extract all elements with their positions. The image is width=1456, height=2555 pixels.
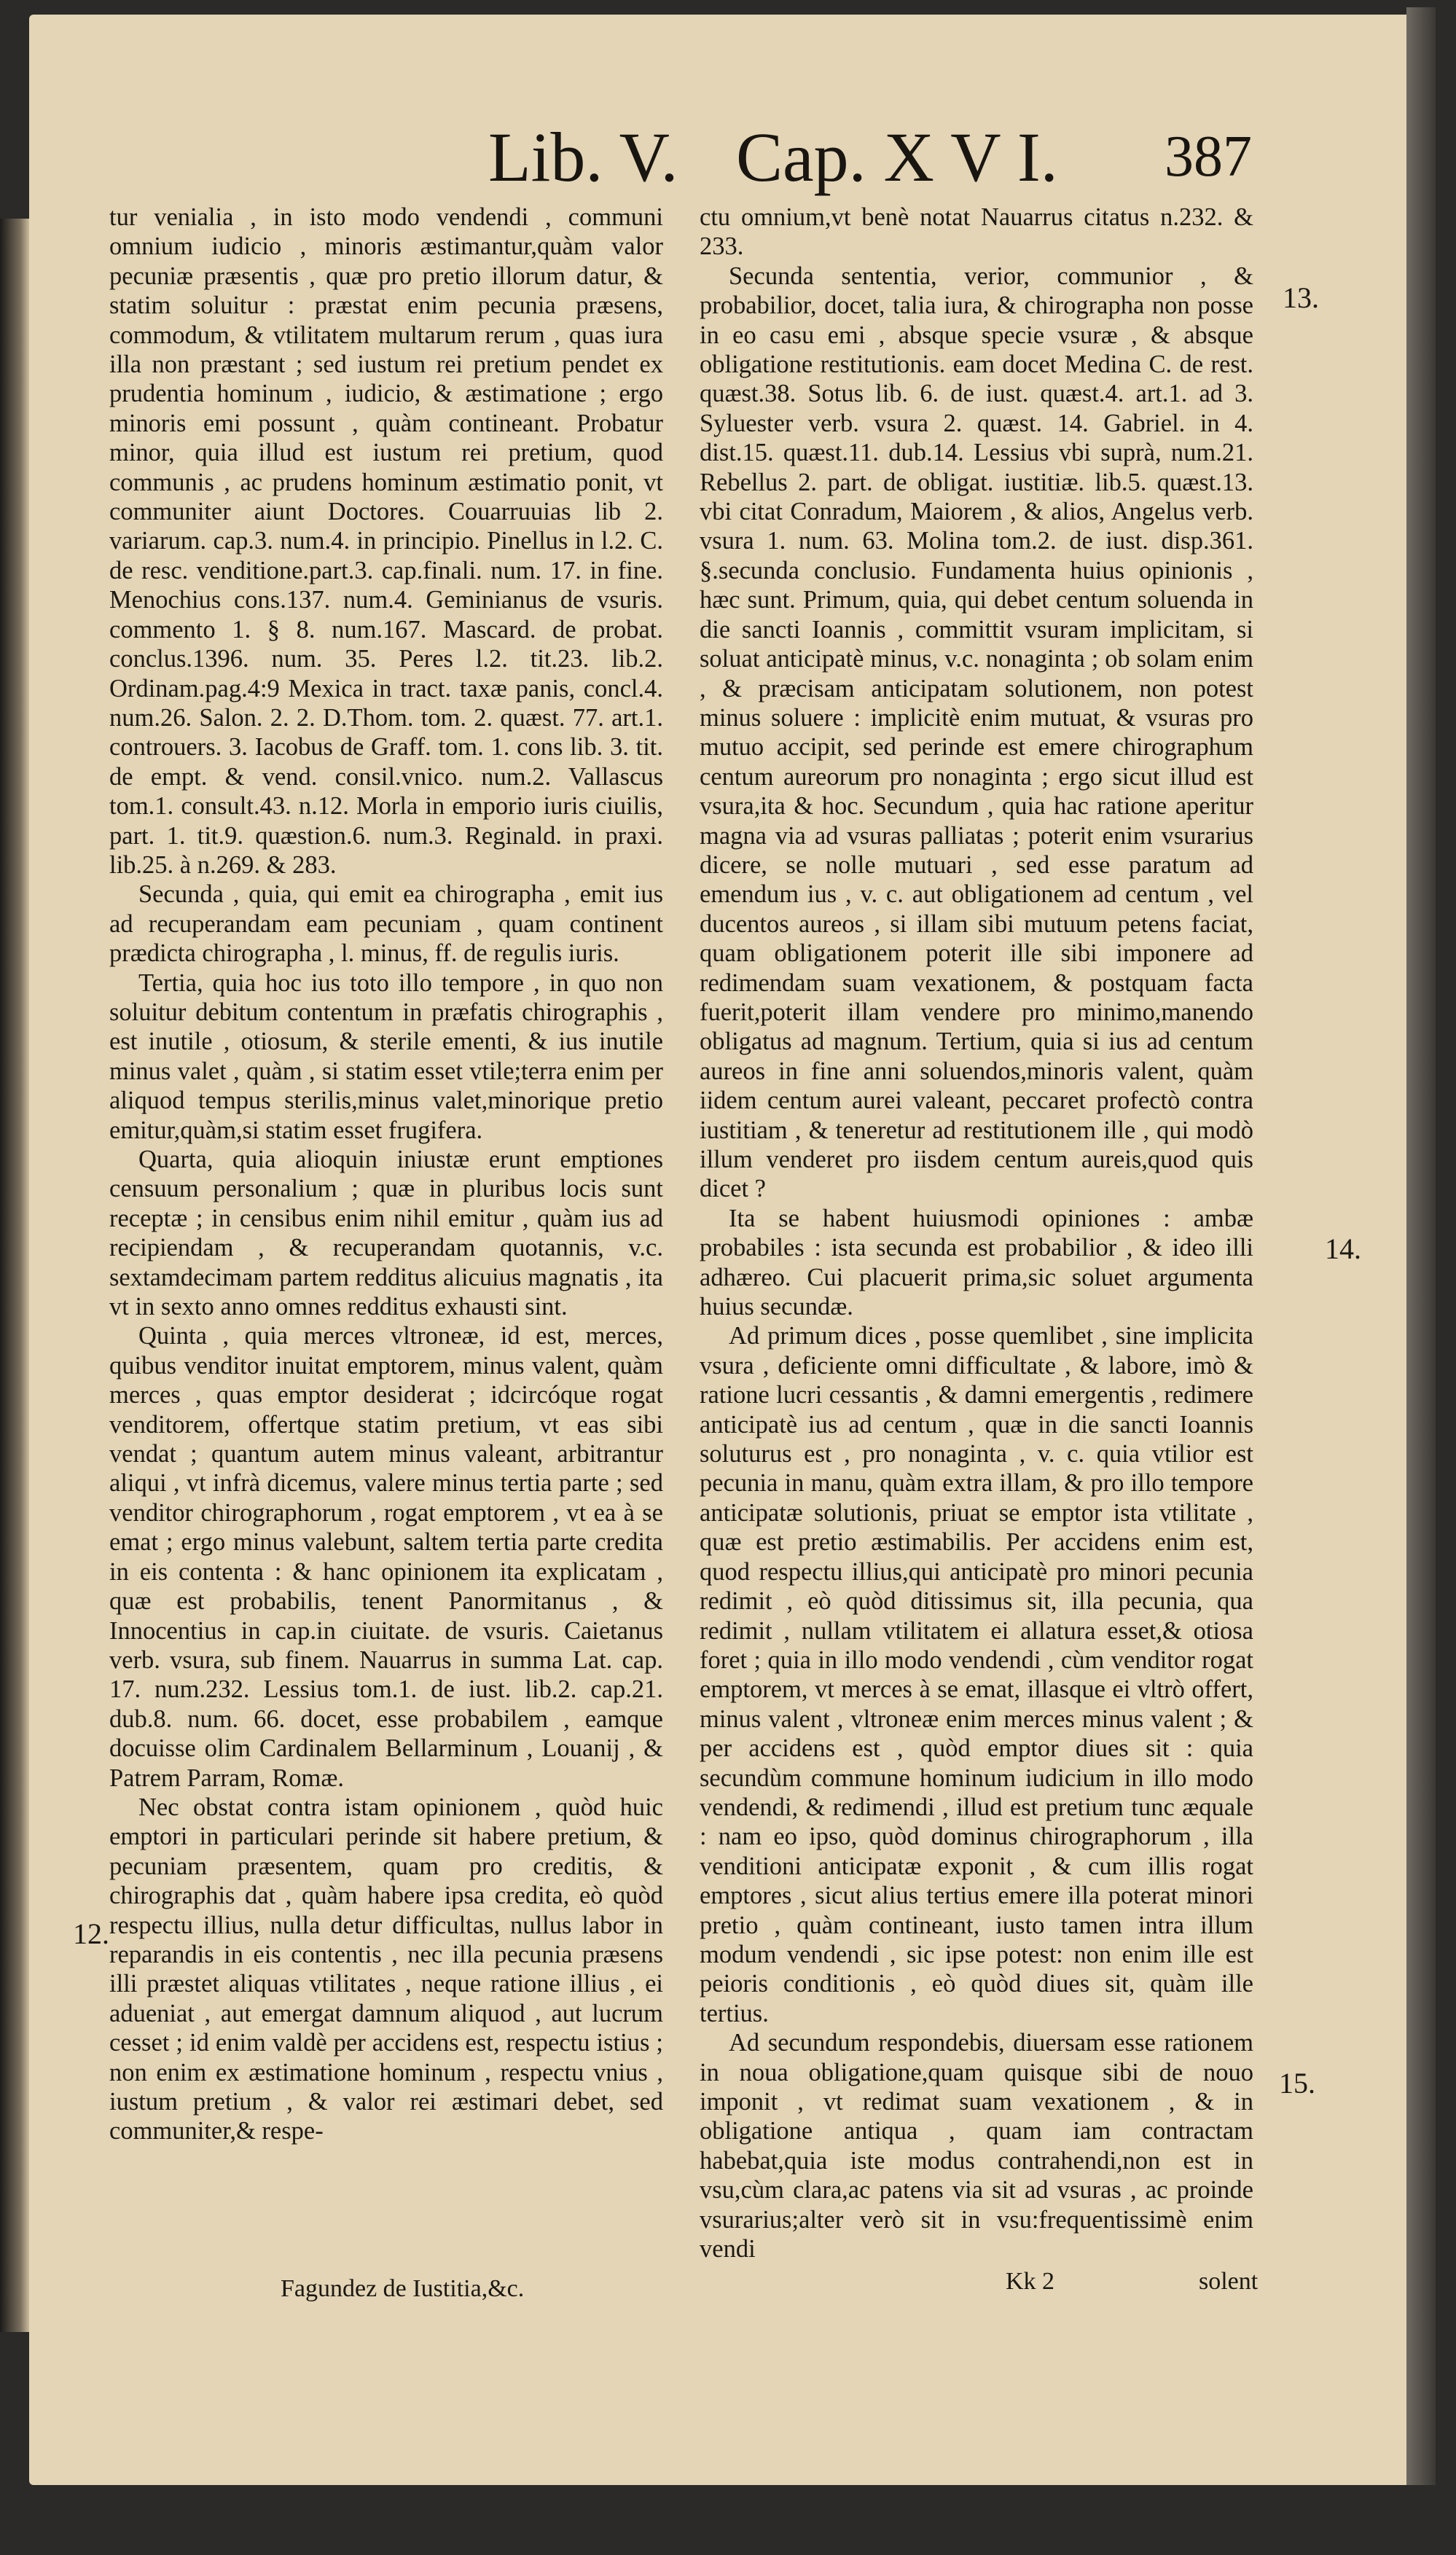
paragraph: Ita se habent huiusmodi opiniones : ambæ probabiles : ista secunda est probabilior , & ideo illi adhæreo. Cui placuerit prima,sic soluet argumenta huius secundæ. (700, 1204, 1253, 1321)
book-label: Lib. V. (488, 118, 678, 196)
running-footer-title: Fagundez de Iustitia,&c. (281, 2275, 525, 2302)
margin-number: 12. (73, 1917, 109, 1950)
paragraph: tur venialia , in isto modo vendendi , communi omnium iudicio , minoris æstimantur,quàm valor pecuniæ præsentis , quæ pro pretio illorum datur, & statim soluitur : præstat enim pecunia præsens, commodum, & vtilitatem multarum rerum , quas iura illa non præstant ; sed iustum rei pretium pendet ex prudentia hominum , iudicio, & æstimatione ; ergo minoris emi possunt , quàm contineant. Probatur minor, quia illud est iustum rei pretium, quod communis , ac prudens hominum æstimatio ponit, vt communiter aiunt Doctores. Couarruuias lib 2. variarum. cap.3. num.4. in principio. Pinellus in l.2. C. de resc. venditione.part.3. cap.finali. num. 17. in fine. Menochius cons.137. num.4. Geminianus de vsuris. commento 1. § 8. num.167. Mascard. de probat. conclus.1396. num. 35. Peres l.2. tit.23. lib.2. Ordinam.pag.4:9 Mexica in tract. taxæ panis, concl.4. num.26. Salon. 2. 2. D.Thom. tom. 2. quæst. 77. art.1. controuers. 3. Iacobus de Graff. tom. 1. cons lib. 3. tit. de empt. & vend. consil.vnico. num.2. Vallascus tom.1. consult.43. n.12. Morla in emporio iuris ciuilis, part. 1. tit.9. quæstion.6. num.3. Reginald. in praxi. lib.25. à n.269. & 283. (109, 203, 663, 879)
margin-number: 14. (1325, 1232, 1361, 1265)
running-header (0, 87, 1456, 204)
paragraph: Secunda sententia, verior, communior , & probabilior, docet, talia iura, & chirographa non posse in eo casu emi , absque specie vsuræ , & absque obligatione restitutionis. eam docet Medina C. de rest. quæst.38. Sotus lib. 6. de iust. quæst.4. art.1. ad 3. Syluester verb. vsura 2. quæst. 14. Gabriel. in 4. dist.15. quæst.11. dub.14. Lessius vbi suprà, num.21. Rebellus 2. part. de obligat. iustitiæ. lib.5. quæst.13. vbi citat Conradum, Maiorem , & alios, Angelus verb. vsura 1. num. 63. Molina tom.2. de iust. disp.361. §.secunda conclusio. Fundamenta huius opinionis , hæc sunt. Primum, quia, qui debet centum soluenda in die sancti Ioannis , committit vsuram implicitam, si soluat anticipatè minus, v.c. nonaginta ; ob solam enim , & præcisam anticipatam solutionem, non potest minus soluere : implicitè enim mutuat, & vsuras pro mutuo accipit, sed perinde est emere chirographum centum aureorum pro nonaginta ; ergo sicut illud est vsura,ita & hoc. Secundum , quia hac ratione aperitur magna via ad vsuras palliatas ; poterit enim vsurarius dicere, se nolle mutuari , sed esse paratum ad emendum ius , v. c. aut obligationem ad centum , vel ducentos aureos , si illam sibi mutuum petens faciat, quam obligationem poterit ille sibi imponere ad redimendam suam vexationem, & postquam facta fuerit,poterit illam vendere pro minimo,manendo obligatus ad magnum. Tertium, quia si ius ad centum aureos in fine anni soluendos,minoris valent, quàm iidem centum aurei valeant, peccaret profectò contra iustitiam , & teneretur ad restitutionem ille , qui modò illum venderet pro iisdem centum aureis,quod quis dicet ? (700, 262, 1253, 1203)
margin-number: 13. (1283, 281, 1319, 314)
paragraph: Quarta, quia alioquin iniustæ erunt emptiones censuum personalium ; quæ in pluribus locis sunt receptæ ; in censibus enim nihil emitur , quàm ius ad recipiendam , & recuperandam quotannis, v.c. sextamdecimam partem redditus alicuius magnatis , ita vt in sexto anno omnes redditus exhausti sint. (109, 1146, 663, 1321)
page-edge (1406, 7, 1436, 2485)
margin-number: 15. (1279, 2067, 1315, 2100)
paragraph: Secunda , quia, qui emit ea chirographa , emit ius ad recuperandam eam pecuniam , quam continent prædicta chirographa , l. minus, ff. de regulis iuris. (109, 880, 663, 968)
signature-mark: Kk 2 (1006, 2268, 1055, 2295)
paragraph: Quinta , quia merces vltroneæ, id est, merces, quibus venditor inuitat emptorem, minus valent, quàm merces , quas emptor desiderat ; idcircóque rogat venditorem, offertque statim pretium, vt eas sibi vendat ; quantum autem minus valeant, arbitrantur aliqui , vt infrà dicemus, valere minus tertia parte ; sed venditor chirographorum , rogat emptorem , vt ea à se emat ; ergo minus valebunt, saltem tertia parte credita in eis contenta : & hanc opinionem ita explicatam , quæ est probabilis, tenent Panormitanus , & Innocentius in cap.in ciuitate. de vsuris. Caietanus verb. vsura, sub finem. Nauarrus in summa Lat. cap. 17. num.232. Lessius tom.1. de iust. lib.2. cap.21. dub.8. num. 66. docet, esse probabilem , eamque docuisse olim Cardinalem Bellarminum , Louanij , & Patrem Parram, Romæ. (109, 1322, 663, 1792)
paragraph: ctu omnium,vt benè notat Nauarrus citatus n.232. & 233. (700, 203, 1253, 261)
paragraph: Ad primum dices , posse quemlibet , sine implicita vsura , deficiente omni difficultate , & labore, imò & ratione lucri cessantis , & damni emergentis , redimere anticipatè ius ad centum , quæ in die sancti Ioannis soluturus est , pro nonaginta , v. c. quia vtilior est pecunia in manu, quàm extra illam, & pro illo tempore anticipatæ solutionis, priuat se emptor ista vtilitate , quæ est pretio æstimabilis. Per accidens enim est, quod respectu illius,qui anticipatè pro minori pecunia redimit , eò quòd ditissimus sit, illa pecunia, qua redimit , nullam vtilitatem ei allatura esset,& otiosa foret ; quia in illo modo vendendi , cùm venditor rogat emptorem, vt merces à se emat, illasque ei vltrò offert, minus valent , vltroneæ enim merces minus valent ; & per accidens est , quòd emptor diues sit : quia secundùm commune hominum iudicium in illo modo vendendi, & redimendi , illud est pretium tunc æquale : nam eo ipso, quòd dominus chirographorum , illa venditioni anticipatæ exponit , & cum illis rogat emptores , sicut alius tertius emere illa poterat minori pretio , quàm contineant, iusto tamen intra illum modum vendendi , sic ipse potest: non enim ille est peioris conditionis , eò quòd diues sit, quàm ille tertius. (700, 1322, 1253, 2027)
right-column (700, 203, 1253, 2263)
left-column (109, 203, 663, 2146)
gutter-shadow (0, 219, 29, 2332)
paragraph: Ad secundum respondebis, diuersam esse rationem in noua obligatione,quam quisque sibi de nouo imponit , vt redimat suam vexationem , & in obligatione antiqua , quam iam contractam habebat,quia iste modus contrahendi,non est in vsu,cùm clara,ac patens via sit ad vsuras , ac proinde vsurarius;alter verò sit in vsu:frequentissimè enim vendi (700, 2029, 1253, 2263)
chapter-label: Cap. X V I. (736, 118, 1058, 196)
paragraph: Nec obstat contra istam opinionem , quòd huic emptori in particulari perinde sit habere pretium, & pecuniam præsentem, quam pro creditis, & chirographis dat , quàm habere ipsa credita, eò quòd respectu illius, nulla detur difficultas, nullus labor in reparandis in eis contentis , nec illa pecunia præsens illi præstet aliquas vtilitates , neque ratione illius , ei adueniat , aut emergat damnum aliquod , aut lucrum cesset ; id enim valdè per accidens est, respectu istius ; non enim ex æstimatione hominum , respectu vnius , iustum pretium , & valor rei æstimari debet, sed communiter,& respe- (109, 1793, 663, 2145)
catchword: solent (1199, 2268, 1259, 2295)
page-number: 387 (1165, 125, 1252, 189)
paragraph: Tertia, quia hoc ius toto illo tempore , in quo non soluitur debitum contentum in præfatis chirographis , est inutile , otiosum, & sterile ementi, & ius inutile minus valet , quàm , si statim esset vtile;terra enim per aliquod tempus sterilis,minus valet,minorique pretio emitur,quàm,si statim esset frugifera. (109, 969, 663, 1144)
